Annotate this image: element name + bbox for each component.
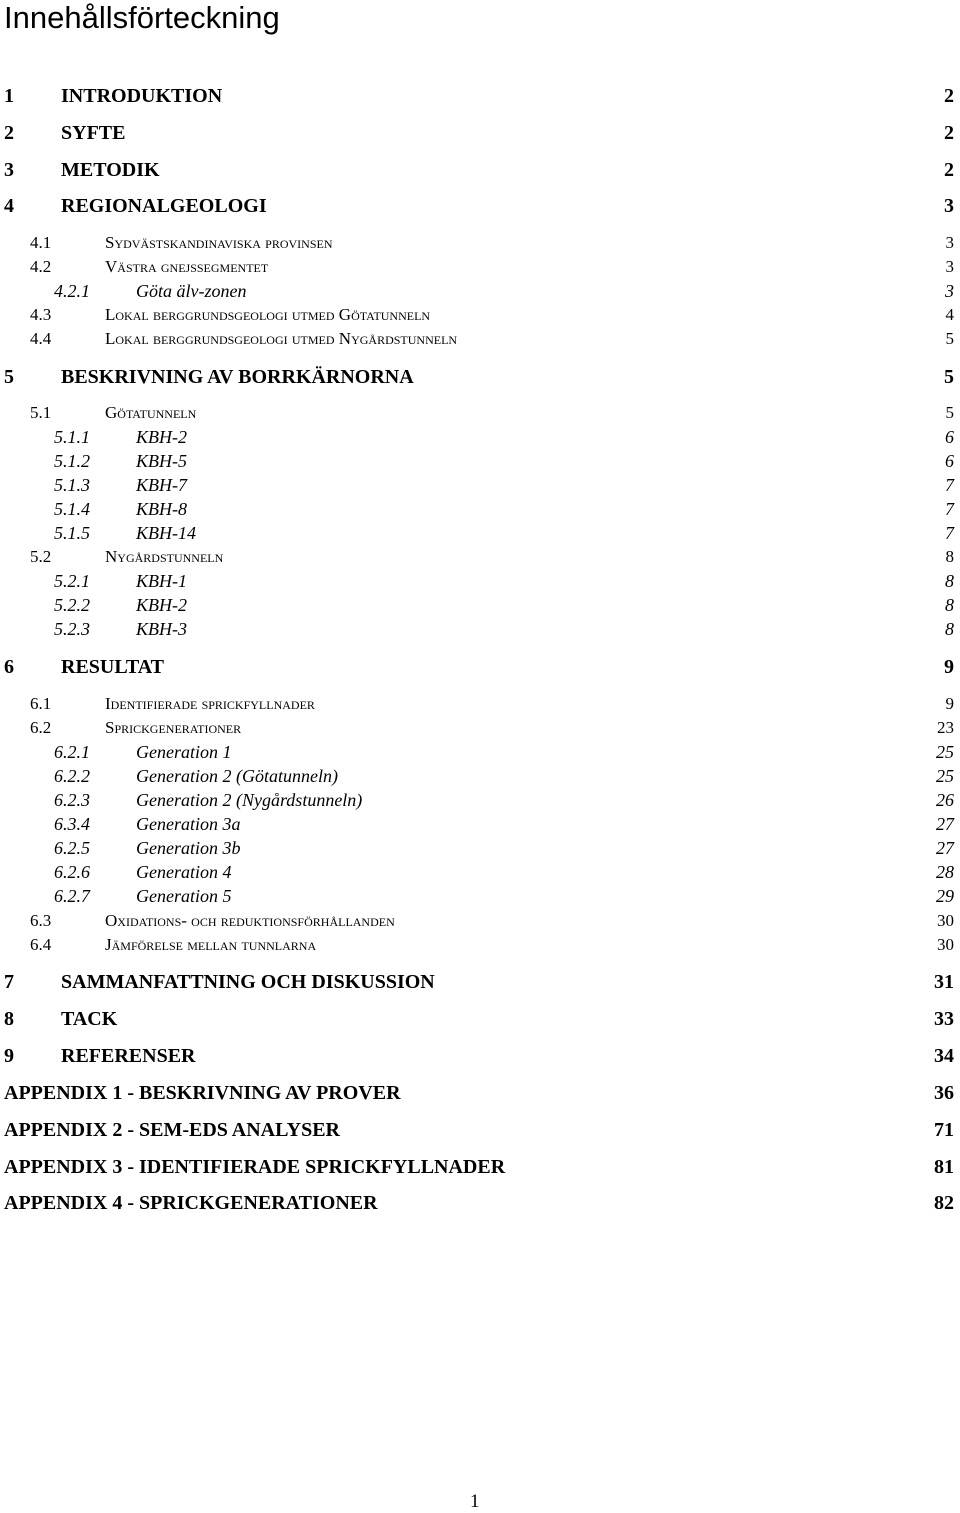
toc-entry-number: 5.1.4 bbox=[54, 499, 90, 519]
toc-entry-number: 6.4 bbox=[30, 935, 52, 954]
toc-entry-page: 25 bbox=[936, 742, 954, 762]
toc-entry-number: 6.2 bbox=[30, 718, 52, 737]
toc-entry-title: Oxidations- och reduktionsförhållanden bbox=[105, 911, 395, 930]
toc-entry-page: 81 bbox=[934, 1156, 954, 1178]
toc-entry-number: 5.1.3 bbox=[54, 475, 90, 495]
toc-entry-title: KBH-5 bbox=[136, 451, 187, 471]
toc-entry-page: 8 bbox=[945, 547, 954, 566]
toc-entry-title: Generation 2 (Götatunneln) bbox=[136, 766, 338, 786]
toc-entry-page: 30 bbox=[937, 911, 954, 930]
toc-entry-title: Generation 3a bbox=[136, 814, 241, 834]
toc-entry-title: Götatunneln bbox=[105, 403, 197, 422]
toc-entry-title: Identifierade sprickfyllnader bbox=[105, 694, 315, 713]
toc-entry-page: 82 bbox=[934, 1192, 954, 1214]
toc-entry-number: 8 bbox=[4, 1008, 14, 1030]
toc-entry-number: 4.4 bbox=[30, 329, 52, 348]
toc-entry-number: 4 bbox=[4, 195, 14, 217]
toc-entry-number: 6.2.6 bbox=[54, 862, 90, 882]
toc-entry-title: RESULTAT bbox=[61, 656, 165, 678]
toc-entry-page: 2 bbox=[944, 122, 954, 144]
toc-entry-title: APPENDIX 2 - SEM-EDS ANALYSER bbox=[4, 1119, 340, 1141]
toc-entry-title: Generation 2 (Nygårdstunneln) bbox=[136, 790, 363, 810]
toc-entry-title: KBH-3 bbox=[136, 619, 187, 639]
toc-entry-page: 6 bbox=[945, 427, 954, 447]
toc-entry-page: 71 bbox=[934, 1119, 954, 1141]
toc-entry-page: 28 bbox=[936, 862, 954, 882]
toc-entry-page: 6 bbox=[945, 451, 954, 471]
toc-entry-title: REFERENSER bbox=[61, 1045, 196, 1067]
toc-entry-page: 31 bbox=[934, 971, 954, 993]
toc-entry-title: Generation 1 bbox=[136, 742, 232, 762]
toc-entry-page: 9 bbox=[945, 694, 954, 713]
toc-entry-number: 6.1 bbox=[30, 694, 52, 713]
toc-entry-number: 6 bbox=[4, 656, 14, 678]
toc-entry-page: 3 bbox=[944, 195, 954, 217]
toc-entry-page: 30 bbox=[937, 935, 954, 954]
toc-entry-number: 9 bbox=[4, 1045, 14, 1067]
toc-entry-number: 5.2.2 bbox=[54, 595, 90, 615]
toc-entry-title: SAMMANFATTNING OCH DISKUSSION bbox=[61, 971, 435, 993]
toc-entry-page: 25 bbox=[936, 766, 954, 786]
toc-entry-page: 2 bbox=[944, 85, 954, 107]
page-title: Innehållsförteckning bbox=[4, 0, 280, 35]
toc-entry-page: 9 bbox=[944, 656, 954, 678]
toc-entry-title: APPENDIX 1 - BESKRIVNING AV PROVER bbox=[4, 1082, 401, 1104]
toc-entry-title: Generation 4 bbox=[136, 862, 232, 882]
toc-entry-title: Jämförelse mellan tunnlarna bbox=[105, 935, 317, 954]
toc-entry-title: KBH-7 bbox=[136, 475, 187, 495]
toc-entry-number: 5.1 bbox=[30, 403, 52, 422]
toc-entry-number: 6.2.7 bbox=[54, 886, 90, 906]
toc-entry-title: Generation 3b bbox=[136, 838, 241, 858]
toc-entry-page: 27 bbox=[936, 838, 954, 858]
toc-entry-number: 7 bbox=[4, 971, 14, 993]
toc-entry-number: 4.1 bbox=[30, 233, 52, 252]
toc-entry-title: KBH-8 bbox=[136, 499, 187, 519]
toc-entry-page: 27 bbox=[936, 814, 954, 834]
toc-entry-title: APPENDIX 3 - IDENTIFIERADE SPRICKFYLLNADER bbox=[4, 1156, 506, 1178]
toc-entry-page: 29 bbox=[936, 886, 954, 906]
toc-entry-title: Nygårdstunneln bbox=[105, 547, 224, 566]
toc-entry-page: 2 bbox=[944, 159, 954, 181]
toc-entry-page: 7 bbox=[945, 499, 954, 519]
toc-entry-page: 3 bbox=[945, 281, 954, 301]
toc-entry-page: 26 bbox=[936, 790, 954, 810]
toc-entry-title: KBH-14 bbox=[136, 523, 196, 543]
toc-entry-number: 5.1.5 bbox=[54, 523, 90, 543]
toc-entry-title: INTRODUKTION bbox=[61, 85, 223, 107]
toc-entry-page: 3 bbox=[945, 257, 954, 276]
toc-entry-number: 4.2.1 bbox=[54, 281, 90, 301]
toc-entry-page: 8 bbox=[945, 619, 954, 639]
toc-entry-number: 6.2.2 bbox=[54, 766, 90, 786]
toc-entry-page: 7 bbox=[945, 523, 954, 543]
toc-entry-title: Sydvästskandinaviska provinsen bbox=[105, 233, 333, 252]
toc-entry-number: 2 bbox=[4, 122, 14, 144]
toc-entry-number: 6.2.3 bbox=[54, 790, 90, 810]
page-number: 1 bbox=[470, 1491, 480, 1512]
toc-entry-page: 7 bbox=[945, 475, 954, 495]
toc-entry-page: 3 bbox=[945, 233, 954, 252]
toc-entry-title: Lokal berggrundsgeologi utmed Nygårdstunneln bbox=[105, 329, 458, 348]
toc-entry-page: 34 bbox=[934, 1045, 954, 1067]
toc-entry-number: 1 bbox=[4, 85, 14, 107]
toc-entry-number: 6.3.4 bbox=[54, 814, 90, 834]
toc-entry-number: 5.1.1 bbox=[54, 427, 90, 447]
toc-entry-title: METODIK bbox=[61, 159, 160, 181]
toc-entry-title: KBH-1 bbox=[136, 571, 187, 591]
toc-entry-title: KBH-2 bbox=[136, 427, 187, 447]
toc-entry-title: Västra gnejssegmentet bbox=[105, 257, 269, 276]
toc-entry-page: 23 bbox=[937, 718, 954, 737]
toc-entry-number: 5.1.2 bbox=[54, 451, 90, 471]
toc-entry-page: 8 bbox=[945, 571, 954, 591]
toc-entry-page: 8 bbox=[945, 595, 954, 615]
toc-entry-number: 3 bbox=[4, 159, 14, 181]
toc-entry-number: 5.2 bbox=[30, 547, 52, 566]
toc-entry-title: KBH-2 bbox=[136, 595, 187, 615]
toc-entry-title: Göta älv-zonen bbox=[136, 281, 247, 301]
toc-entry-number: 5 bbox=[4, 366, 14, 388]
toc-entry-page: 5 bbox=[945, 329, 954, 348]
toc-entry-number: 5.2.3 bbox=[54, 619, 90, 639]
toc-entry-page: 5 bbox=[945, 403, 954, 422]
toc-entry-number: 6.2.1 bbox=[54, 742, 90, 762]
toc-entry-page: 36 bbox=[934, 1082, 954, 1104]
toc-entry-page: 5 bbox=[944, 366, 954, 388]
toc-entry-number: 4.2 bbox=[30, 257, 52, 276]
toc-entry-number: 5.2.1 bbox=[54, 571, 90, 591]
toc-entry-title: SYFTE bbox=[61, 122, 126, 144]
toc-entry-number: 6.2.5 bbox=[54, 838, 90, 858]
toc-entry-page: 4 bbox=[945, 305, 954, 324]
toc-entry-number: 4.3 bbox=[30, 305, 52, 324]
toc-entry-page: 33 bbox=[934, 1008, 954, 1030]
toc-entry-title: Lokal berggrundsgeologi utmed Götatunneln bbox=[105, 305, 431, 324]
toc-entry-title: REGIONALGEOLOGI bbox=[61, 195, 267, 217]
toc-entry-title: TACK bbox=[61, 1008, 118, 1030]
toc-entry-number: 6.3 bbox=[30, 911, 52, 930]
toc-entry-title: APPENDIX 4 - SPRICKGENERATIONER bbox=[4, 1192, 378, 1214]
toc-entry-title: BESKRIVNING AV BORRKÄRNORNA bbox=[61, 366, 414, 388]
toc-entry-title: Generation 5 bbox=[136, 886, 232, 906]
toc-entry-title: Sprickgenerationer bbox=[105, 718, 242, 737]
